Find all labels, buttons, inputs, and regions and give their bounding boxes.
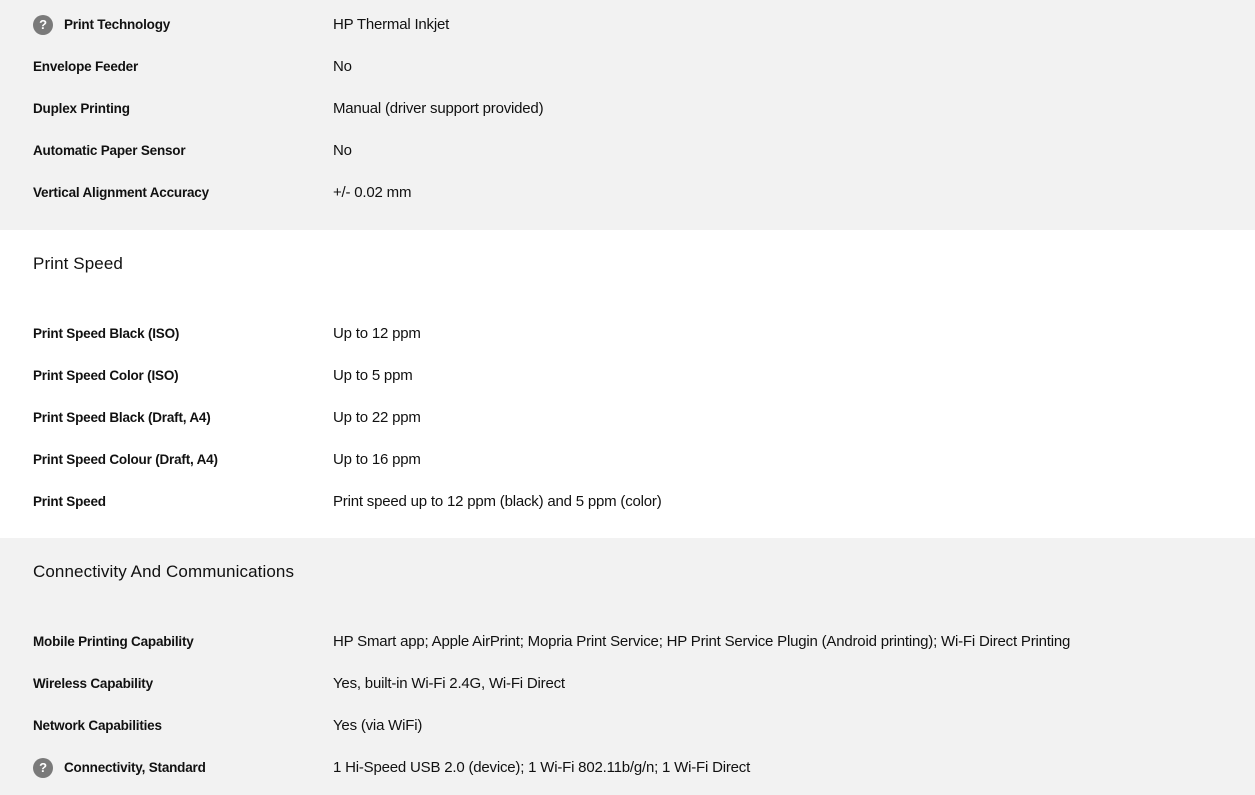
spec-section-general: [0, 0, 1255, 230]
spec-value: Yes (via WiFi): [333, 717, 423, 734]
spec-row-mobile-printing: [0, 621, 1255, 663]
spec-value: Yes, built-in Wi-Fi 2.4G, Wi-Fi Direct: [333, 675, 565, 692]
spec-label: Print Speed Color (ISO): [33, 368, 179, 383]
spec-value: Up to 12 ppm: [333, 325, 421, 342]
section-title: Print Speed: [33, 254, 123, 273]
spec-section-print-speed: [0, 230, 1255, 538]
spec-table: [0, 4, 1255, 214]
spec-value: Print speed up to 12 ppm (black) and 5 ppm (color): [333, 493, 662, 510]
spec-value: No: [333, 58, 352, 75]
spec-row-print-speed: [0, 481, 1255, 523]
spec-row-speed-black-draft: [0, 397, 1255, 439]
spec-label: Envelope Feeder: [33, 59, 139, 74]
spec-section-connectivity: [0, 538, 1255, 795]
spec-value: Up to 22 ppm: [333, 409, 421, 426]
spec-label: Print Speed Colour (Draft, A4): [33, 452, 218, 467]
spec-label: Print Speed Black (Draft, A4): [33, 410, 211, 425]
spec-value: Up to 5 ppm: [333, 367, 413, 384]
spec-label: Automatic Paper Sensor: [33, 143, 186, 158]
spec-row-network-capabilities: [0, 705, 1255, 747]
spec-row-connectivity-standard: [0, 747, 1255, 789]
spec-label: Wireless Capability: [33, 676, 153, 691]
spec-label: Print Speed Black (ISO): [33, 326, 180, 341]
spec-label-text: Print Technology: [64, 17, 171, 32]
help-icon[interactable]: ?: [33, 758, 53, 778]
spec-label: Print Speed: [33, 494, 106, 509]
spec-row-duplex-printing: [0, 88, 1255, 130]
spec-value: HP Thermal Inkjet: [333, 16, 450, 33]
spec-table: [0, 313, 1255, 523]
spec-label: Network Capabilities: [33, 718, 162, 733]
spec-label: [33, 747, 206, 789]
spec-row-speed-color-iso: [0, 355, 1255, 397]
section-title: Connectivity And Communications: [33, 562, 295, 581]
spec-label-text: Connectivity, Standard: [64, 760, 206, 775]
help-icon[interactable]: ?: [33, 15, 53, 35]
spec-label: [33, 4, 170, 46]
spec-label: Duplex Printing: [33, 101, 130, 116]
spec-row-vertical-alignment: [0, 172, 1255, 214]
spec-value: Up to 16 ppm: [333, 451, 421, 468]
spec-row-wireless-capability: [0, 663, 1255, 705]
spec-value: 1 Hi-Speed USB 2.0 (device); 1 Wi-Fi 802.11b/g/n; 1 Wi-Fi Direct: [333, 759, 751, 776]
spec-label: Vertical Alignment Accuracy: [33, 185, 209, 200]
spec-row-print-technology: [0, 4, 1255, 46]
spec-row-speed-colour-draft: [0, 439, 1255, 481]
spec-value: +/- 0.02 mm: [333, 184, 412, 201]
spec-value: HP Smart app; Apple AirPrint; Mopria Print Service; HP Print Service Plugin (Android printing); Wi-Fi Direct Printing: [333, 633, 1071, 650]
spec-value: No: [333, 142, 352, 159]
spec-table: [0, 621, 1255, 789]
spec-label: Mobile Printing Capability: [33, 634, 194, 649]
spec-row-envelope-feeder: [0, 46, 1255, 88]
spec-value: Manual (driver support provided): [333, 100, 544, 117]
spec-row-speed-black-iso: [0, 313, 1255, 355]
spec-row-automatic-paper-sensor: [0, 130, 1255, 172]
